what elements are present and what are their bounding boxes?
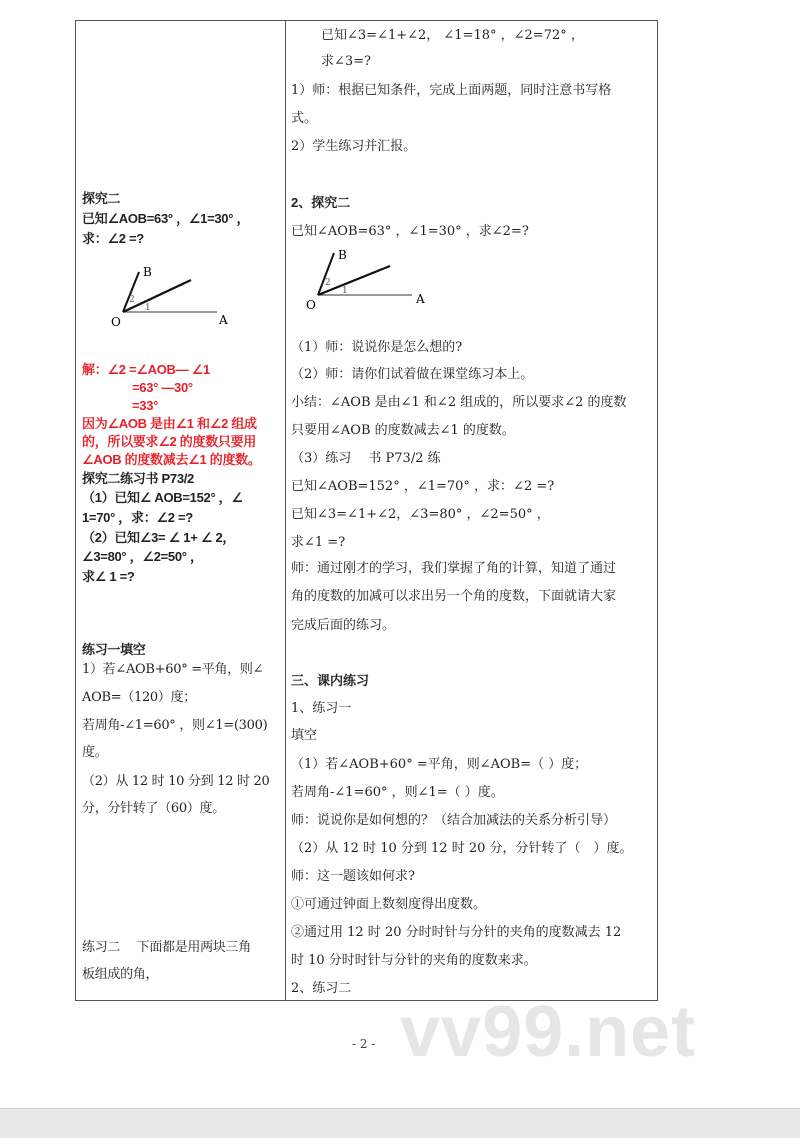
explore2-heading: 2、探究二 xyxy=(291,195,351,210)
text-line: 2、练习二 xyxy=(291,981,352,996)
solution-line: =33° xyxy=(132,398,159,413)
exercise1-line: 度。 xyxy=(82,745,108,760)
text-line: 填空 xyxy=(291,728,318,743)
section3-heading: 三、课内练习 xyxy=(291,673,370,688)
label-b: B xyxy=(338,248,347,262)
watermark: vv99.net xyxy=(400,992,697,1072)
solution-line: ∠AOB 的度数减去∠1 的度数。 xyxy=(82,452,261,467)
label-o: O xyxy=(306,298,316,312)
label-angle-1: 1 xyxy=(145,303,151,313)
explore2-question: 求：∠2 =? xyxy=(82,231,144,246)
text-line: （2）师：请你们试着做在课堂练习本上。 xyxy=(291,367,534,382)
text-line: 2）学生练习并汇报。 xyxy=(291,139,417,154)
table-border-left xyxy=(75,20,76,1000)
text-line: 已知∠AOB=152° ，∠1=70° ，求：∠2 =? xyxy=(291,479,555,494)
text-line: 小结：∠AOB 是由∠1 和∠2 组成的，所以要求∠2 的度数 xyxy=(291,395,627,410)
text-line: （3）练习 书 P73/2 练 xyxy=(291,451,441,466)
text-line: 只要用∠AOB 的度数减去∠1 的度数。 xyxy=(291,423,515,438)
label-b: B xyxy=(143,265,152,279)
explore2-heading: 探究二 xyxy=(82,191,121,206)
text-line: 角的度数的加减可以求出另一个角的度数，下面就请大家 xyxy=(291,589,617,604)
text-line: 若周角-∠1=60° ，则∠1=（ ）度。 xyxy=(291,785,504,800)
text-line: （1）师：说说你是怎么想的? xyxy=(291,340,463,355)
practice-line: （1）已知∠ AOB=152° ，∠ xyxy=(82,490,243,505)
text-line: （2）从 12 时 10 分到 12 时 20 分，分针转了（ ）度。 xyxy=(291,841,633,856)
solution-line: 解：∠2 =∠AOB— ∠1 xyxy=(82,362,210,377)
label-a: A xyxy=(416,292,425,306)
exercise2-line: 板组成的角， xyxy=(82,967,159,982)
table-border-top xyxy=(75,20,658,21)
practice-line: （2）已知∠3= ∠ 1+ ∠ 2， xyxy=(82,530,236,545)
text-line: 式。 xyxy=(291,111,318,126)
solution-line: 因为∠AOB 是由∠1 和∠2 组成 xyxy=(82,416,257,431)
angle-diagram xyxy=(300,245,440,315)
practice-heading: 探究二练习书 P73/2 xyxy=(82,471,194,486)
table-border-middle xyxy=(285,20,286,1000)
exercise1-line: AOB=（120）度； xyxy=(82,690,197,705)
exercise1-line: 1）若∠AOB+60° =平角，则∠ xyxy=(82,662,264,677)
table-border-right xyxy=(657,20,658,1000)
solution-line: =63° —30° xyxy=(132,380,193,395)
text-line: 1）师：根据已知条件，完成上面两题，同时注意书写格 xyxy=(291,83,612,98)
text-line: ①可通过钟面上数刻度得出度数。 xyxy=(291,897,487,912)
label-angle-2: 2 xyxy=(325,278,331,288)
practice-line: ∠3=80° ，∠2=50° ， xyxy=(82,549,203,564)
text-line: 师：说说你是如何想的？（结合加减法的关系分析引导） xyxy=(291,813,617,828)
text-line: 时 10 分时时针与分针的夹角的度数来求。 xyxy=(291,953,537,968)
exercise1-line: （2）从 12 时 10 分到 12 时 20 xyxy=(82,774,270,789)
text-line: 已知∠3=∠1+∠2，∠3=80° ，∠2=50° ， xyxy=(291,507,550,522)
practice-line: 求∠ 1 =? xyxy=(82,569,135,584)
label-o: O xyxy=(111,315,121,329)
explore2-given: 已知∠AOB=63° ，∠1=30° ， xyxy=(82,211,250,226)
text-line: 已知∠3=∠1+∠2， ∠1=18° ，∠2=72° ， xyxy=(321,28,584,43)
exercise1-heading: 练习一填空 xyxy=(82,642,146,657)
text-line: 求∠3=? xyxy=(321,54,372,69)
text-line: （1）若∠AOB+60° =平角，则∠AOB=（ ）度； xyxy=(291,757,588,772)
text-line: 完成后面的练习。 xyxy=(291,618,396,633)
exercise1-line: 分，分针转了（60）度。 xyxy=(82,801,225,816)
exercise1-line: 若周角-∠1=60° ，则∠1=(300) xyxy=(82,718,268,733)
text-line: 1、练习一 xyxy=(291,701,352,716)
label-a: A xyxy=(219,313,228,327)
text-line: 师：通过刚才的学习，我们掌握了角的计算，知道了通过 xyxy=(291,561,617,576)
label-angle-1: 1 xyxy=(342,286,348,296)
solution-line: 的，所以要求∠2 的度数只要用 xyxy=(82,434,256,449)
practice-line: 1=70° ，求：∠2 =? xyxy=(82,510,193,525)
label-angle-2: 2 xyxy=(129,295,135,305)
exercise2-line: 练习二 下面都是用两块三角 xyxy=(82,940,251,955)
text-line: 师：这一题该如何求? xyxy=(291,869,415,884)
text-line: 求∠1 =? xyxy=(291,535,346,550)
page-number: - 2 - xyxy=(352,1037,376,1051)
angle-diagram xyxy=(105,262,245,332)
explore2-given: 已知∠AOB=63° ，∠1=30° ，求∠2=? xyxy=(291,224,529,239)
text-line: ②通过用 12 时 20 分时时针与分针的夹角的度数减去 12 xyxy=(291,925,622,940)
viewer-bottom-bar xyxy=(0,1108,800,1138)
